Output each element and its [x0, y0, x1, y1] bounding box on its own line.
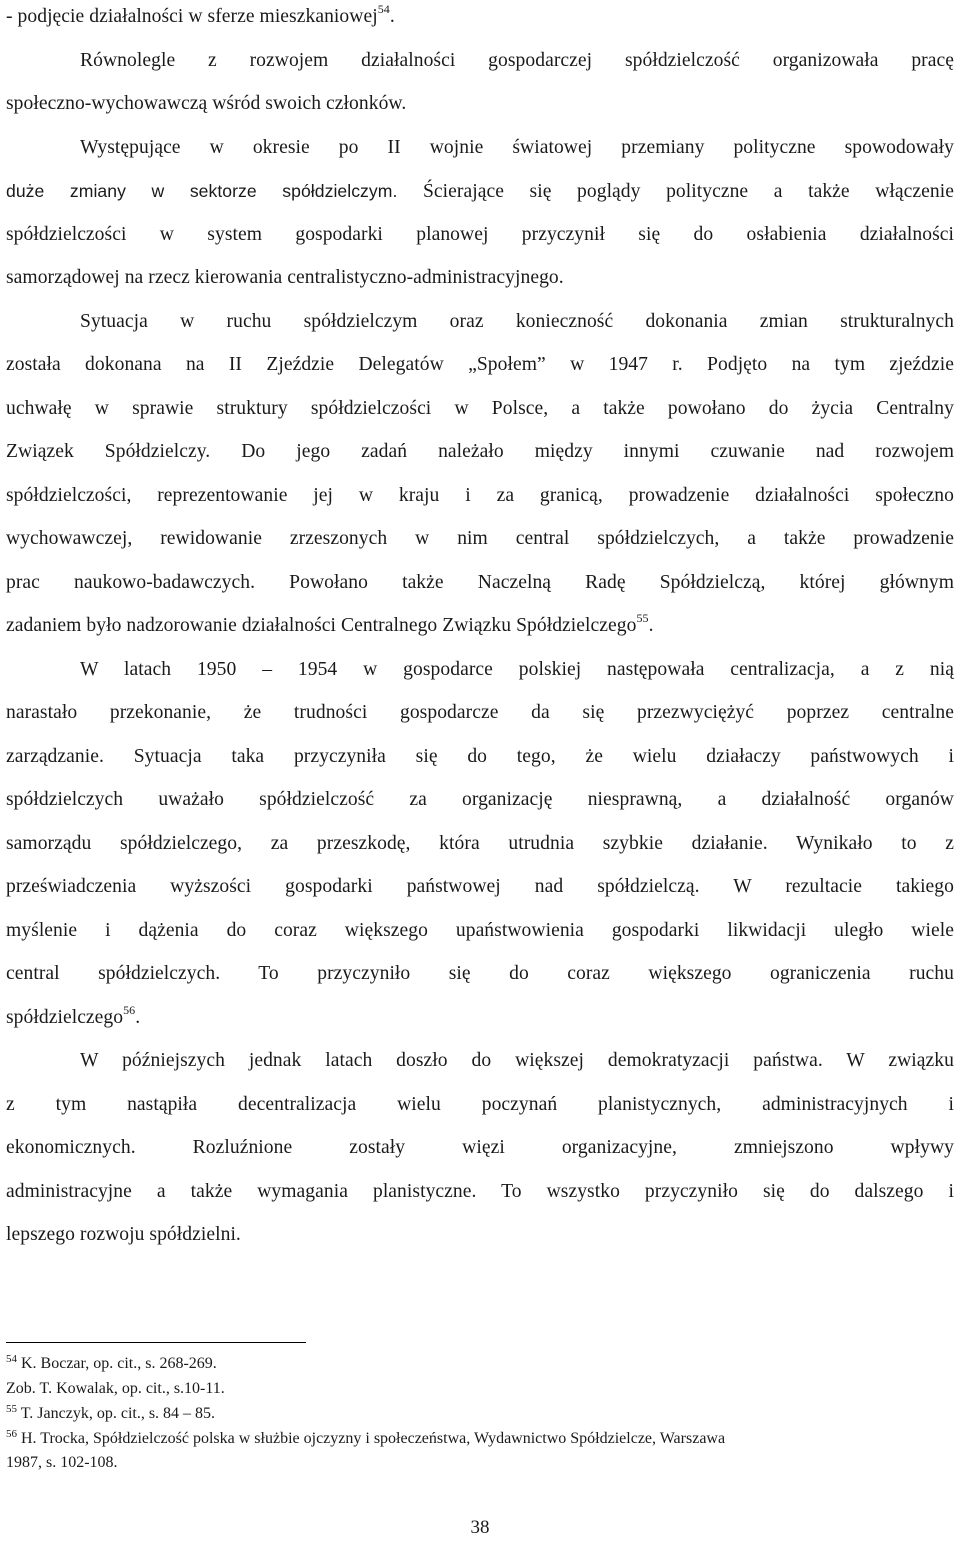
footnote-ref: 56 — [123, 1003, 136, 1017]
body-line: społeczno-wychowawczą wśród swoich członków. — [6, 93, 407, 114]
footnote-ref: 54 — [377, 2, 390, 16]
body-line: zadaniem było nadzorowanie działalności Centralnego Związku Spółdzielczego$^{55}$. — [6, 611, 654, 636]
footnote — [6, 1428, 725, 1450]
footnote-number: 55 — [6, 1403, 17, 1415]
footnote-text: Zob. T. Kowalak, op. cit., s.10-11. — [6, 1380, 225, 1397]
line-text: - podjęcie działalności w sferze mieszkaniowej — [6, 6, 378, 27]
line-text: spółdzielczego — [6, 1007, 124, 1028]
footnote-text: H. Trocka, Spółdzielczość polska w służbie ojczyzny i społeczeństwa, Wydawnictwo Spółdzielcze, Warszawa — [21, 1430, 726, 1447]
body-line: lepszego rozwoju spółdzielni. — [6, 1224, 241, 1245]
body-line: samorządu spółdzielczego, za przeszkodę, która utrudnia szybkie działanie. Wynikało to z — [6, 833, 954, 854]
body-line: przeświadczenia wyższości gospodarki państwowej nad spółdzielczą. W rezultacie takiego — [6, 876, 954, 897]
body-line: myślenie i dążenia do coraz większego upaństwowienia gospodarki likwidacji uległo wiele — [6, 920, 954, 941]
body-line — [6, 177, 954, 205]
body-line: Równolegle z rozwojem działalności gospodarczej spółdzielczość organizowała pracę — [80, 50, 954, 71]
body-line: wychowawczej, rewidowanie zrzeszonych w nim central spółdzielczych, a także prowadzenie — [6, 528, 954, 549]
body-line: narastało przekonanie, że trudności gospodarcze da się przezwyciężyć poprzez centralne — [6, 702, 954, 723]
body-line: z tym nastąpiła decentralizacja wielu poczynań planistycznych, administracyjnych i — [6, 1094, 954, 1115]
footnote — [6, 1452, 118, 1474]
body-line: W latach 1950 – 1954 w gospodarce polskiej następowała centralizacja, a z nią — [80, 659, 954, 680]
footnote-text: T. Janczyk, op. cit., s. 84 – 85. — [20, 1405, 216, 1422]
footnote — [6, 1378, 225, 1400]
body-line: spółdzielczości, reprezentowanie jej w kraju i za granicą, prowadzenie działalności społeczno — [6, 485, 954, 506]
footnote — [6, 1353, 217, 1375]
footnote-text: 1987, s. 102-108. — [6, 1454, 118, 1471]
body-line: ekonomicznych. Rozluźnione zostały więzi organizacyjne, zmniejszono wpływy — [6, 1137, 954, 1158]
body-line: W późniejszych jednak latach doszło do większej demokratyzacji państwa. W związku — [80, 1050, 954, 1071]
footnote-ref: 55 — [636, 611, 649, 625]
body-line: uchwałę w sprawie struktury spółdzielczości w Polsce, a także powołano do życia Centralny — [6, 398, 954, 419]
body-line: prac naukowo-badawczych. Powołano także Naczelną Radę Spółdzielczą, której głównym — [6, 572, 954, 593]
body-line: Związek Spółdzielczy. Do jego zadań należało między innymi czuwanie nad rozwojem — [6, 441, 954, 462]
body-line: central spółdzielczych. To przyczyniło się do coraz większego ograniczenia ruchu — [6, 963, 954, 984]
footnote-number: 54 — [6, 1353, 17, 1365]
body-line: została dokonana na II Zjeździe Delegatów „Społem” w 1947 r. Podjęto na tym zjeździe — [6, 354, 954, 375]
footnote-number: 56 — [6, 1428, 17, 1440]
body-line: Sytuacja w ruchu spółdzielczym oraz konieczność dokonania zmian strukturalnych — [80, 311, 954, 332]
footnote-separator — [6, 1342, 306, 1343]
body-line: spółdzielczego$^{56}$. — [6, 1003, 141, 1028]
body-line: spółdzielczości w system gospodarki planowej przyczynił się do osłabienia działalności — [6, 224, 954, 245]
body-line: samorządowej na rzecz kierowania centralistyczno-administracyjnego. — [6, 267, 564, 288]
footnote-text: K. Boczar, op. cit., s. 268-269. — [21, 1355, 217, 1372]
body-line: administracyjne a także wymagania planistyczne. To wszystko przyczyniło się do dalszego i — [6, 1181, 954, 1202]
footnote — [6, 1403, 215, 1425]
line-segment: duże zmiany w sektorze spółdzielczym. — [6, 181, 398, 201]
body-line: zarządzanie. Sytuacja taka przyczyniła się do tego, że wielu działaczy państwowych i — [6, 746, 954, 767]
page-number: 38 — [470, 1517, 490, 1538]
body-line: spółdzielczych uważało spółdzielczość za organizację niesprawną, a działalność organów — [6, 789, 954, 810]
body-line: Występujące w okresie po II wojnie światowej przemiany polityczne spowodowały — [80, 137, 954, 158]
body-line: - podjęcie działalności w sferze mieszkaniowej$^{54}$. — [6, 2, 395, 27]
line-text: zadaniem było nadzorowanie działalności Centralnego Związku Spółdzielczego — [6, 615, 637, 636]
line-segment: Ścierające się poglądy polityczne a także włączenie — [422, 181, 955, 202]
